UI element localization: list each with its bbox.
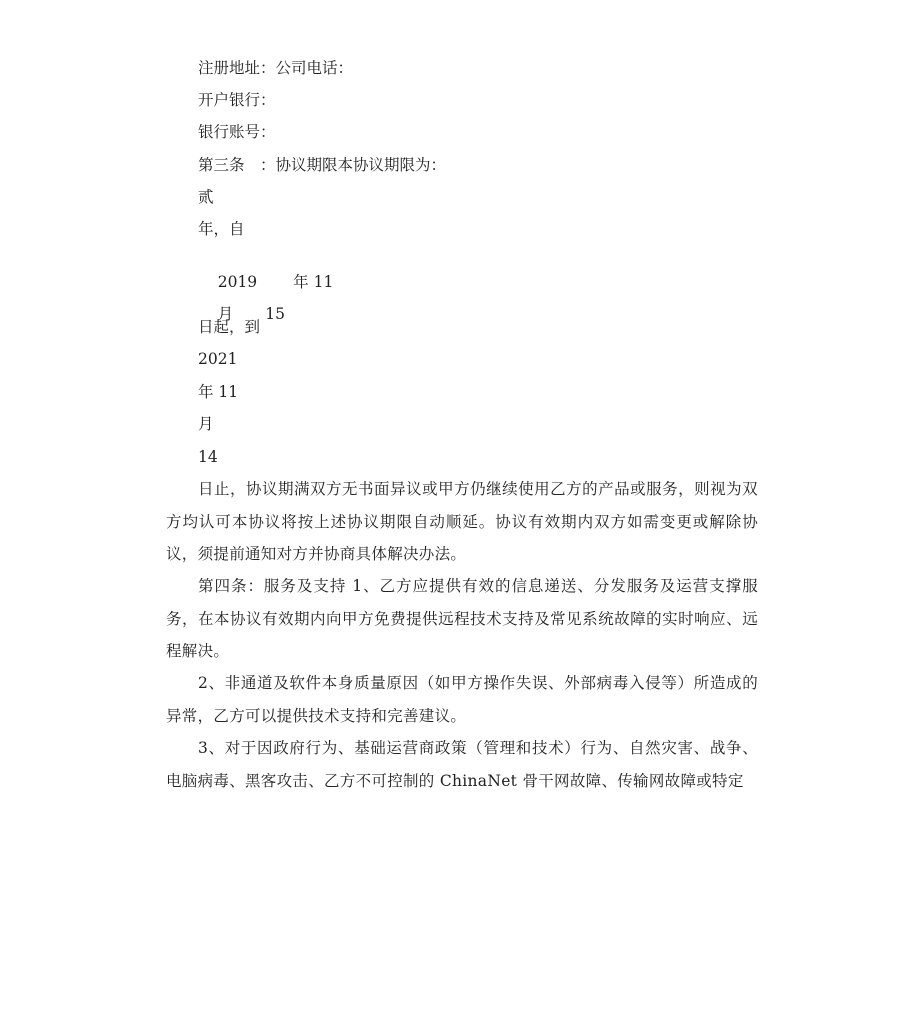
- start-day: 15: [265, 305, 285, 323]
- account-line: 银行账号：: [198, 123, 276, 141]
- term-year-from: 年，自: [198, 220, 245, 238]
- end-month-unit: 月: [198, 415, 214, 433]
- item3-paragraph: 3、对于因政府行为、基础运营商政策（管理和技术）行为、自然灾害、战争、电脑病毒、黑客攻击、乙方不可控制的 ChinaNet 骨干网故障、传输网故障或特定: [166, 739, 758, 790]
- end-year-unit-month: 年 11: [198, 383, 239, 401]
- month-unit: 月: [217, 305, 234, 323]
- registered-address-line: 注册地址：公司电话：: [198, 59, 354, 77]
- end-day: 14: [198, 448, 218, 466]
- start-year-unit-month: 年 11: [293, 273, 334, 291]
- day-from-to: 日起，到: [198, 318, 261, 336]
- end-year: 2021: [198, 350, 238, 368]
- article4-paragraph: 第四条：服务及支持 1、乙方应提供有效的信息递送、分发服务及运营支撑服务，在本协议有效期内向甲方免费提供远程技术支持及常见系统故障的实时响应、远程解决。: [166, 577, 758, 660]
- term-years-text: 贰: [198, 188, 214, 206]
- item2-paragraph: 2、非通道及软件本身质量原因（如甲方操作失误、外部病毒入侵等）所造成的异常，乙方可以提供技术支持和完善建议。: [166, 674, 758, 725]
- start-year: 2019: [217, 273, 258, 291]
- bank-line: 开户银行：: [198, 91, 276, 109]
- article3-title: 第三条 ：协议期限本协议期限为：: [198, 156, 447, 174]
- term-end-paragraph: 日止，协议期满双方无书面异议或甲方仍继续使用乙方的产品或服务，则视为双方均认可本协议将按上述协议期限自动顺延。协议有效期内双方如需变更或解除协议，须提前通知对方并协商具体解决办法。: [166, 480, 758, 563]
